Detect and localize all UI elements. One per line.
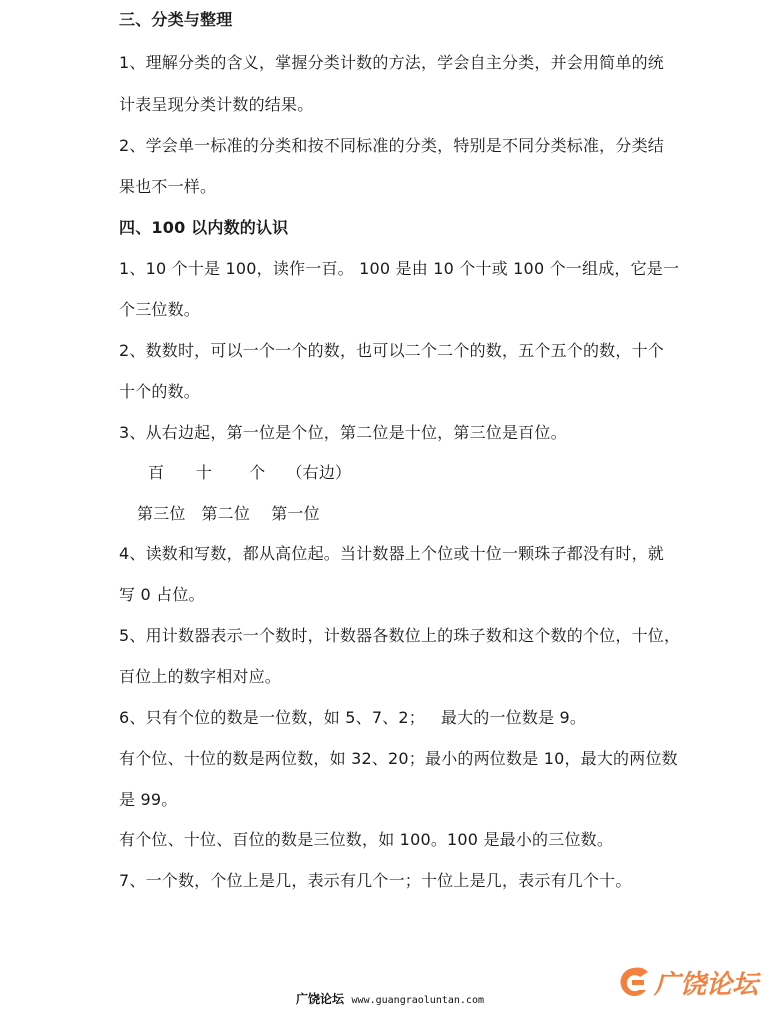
paragraph-line: 5、用计数器表示一个数时，计数器各数位上的珠子数和这个数的个位，十位，: [119, 626, 681, 645]
paragraph-line: 十个的数。: [119, 382, 201, 401]
paragraph-line: 百位上的数字相对应。: [119, 667, 282, 686]
paragraph-line: 有个位、十位的数是两位数，如 32、20；最小的两位数是 10，最大的两位数: [119, 749, 678, 768]
paragraph-line: 1、10 个十是 100，读作一百。 100 是由 10 个十或 100 个一组成，它是一: [119, 259, 680, 278]
paragraph-line: 有个位、十位、百位的数是三位数，如 100。100 是最小的三位数。: [119, 830, 614, 849]
paragraph-line: 写 0 占位。: [119, 585, 205, 604]
watermark-text: 广饶论坛: [654, 970, 759, 1000]
paragraph-line: 计表呈现分类计数的结果。: [119, 95, 314, 114]
paragraph-line: 2、学会单一标准的分类和按不同标准的分类，特别是不同分类标准，分类结: [119, 136, 664, 155]
paragraph-line: 1、理解分类的含义，掌握分类计数的方法，学会自主分类，并会用简单的统: [119, 53, 664, 72]
paragraph-line: 是 99。: [119, 790, 178, 809]
watermark-logo: [612, 960, 772, 1004]
section-heading-numbers: 四、100 以内数的认识: [119, 218, 289, 237]
place-value-labels: 百 十 个 （右边）: [148, 463, 352, 482]
paragraph-line: 4、读数和写数，都从高位起。当计数器上个位或十位一颗珠子都没有时，就: [119, 544, 664, 563]
section-heading-classification: 三、分类与整理: [119, 10, 233, 29]
footer-site-name: 广饶论坛: [296, 992, 345, 1006]
footer-url: www.guangraoluntan.com: [351, 995, 484, 1006]
paragraph-line: 7、一个数，个位上是几，表示有几个一；十位上是几，表示有几个十。: [119, 871, 632, 890]
paragraph-line: 6、只有个位的数是一位数，如 5、7、2； 最大的一位数是 9。: [119, 708, 587, 727]
paragraph-line: 2、数数时，可以一个一个的数，也可以二个二个的数，五个五个的数，十个: [119, 341, 664, 360]
paragraph-line: 3、从右边起，第一位是个位，第二位是十位，第三位是百位。: [119, 423, 567, 442]
paragraph-line: 个三位数。: [119, 300, 201, 319]
place-order-labels: 第三位 第二位 第一位: [137, 504, 320, 523]
paragraph-line: 果也不一样。: [119, 177, 217, 196]
